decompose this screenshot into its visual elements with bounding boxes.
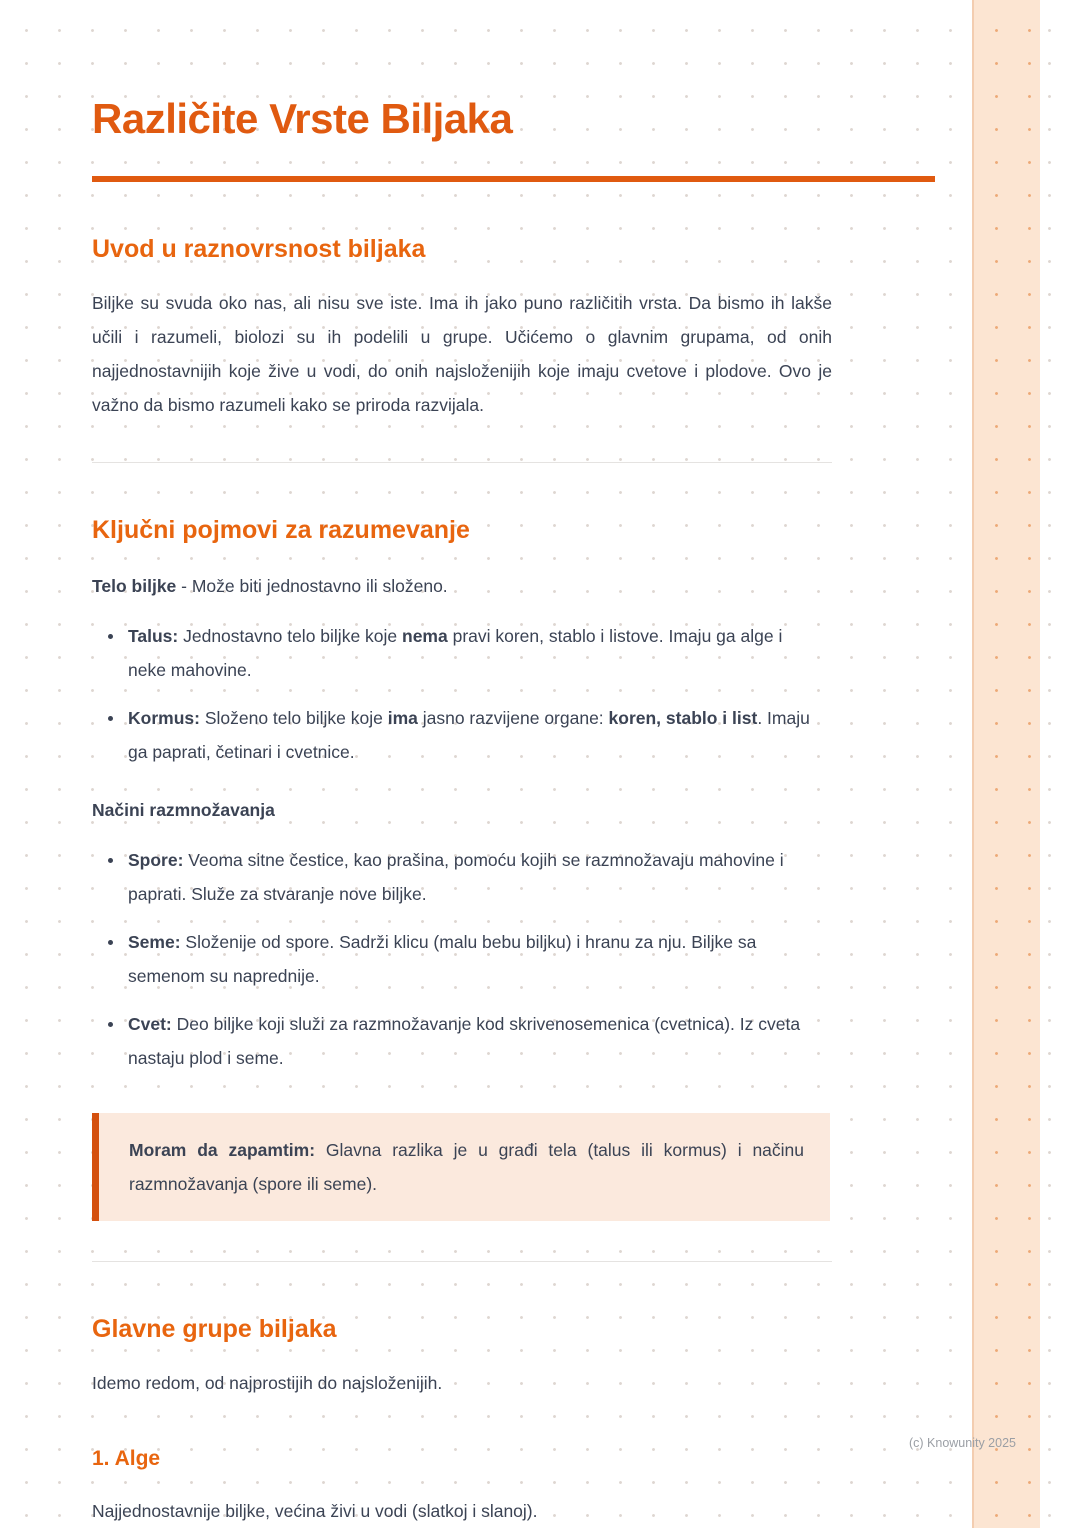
alge-text: Najjednostavnije biljke, većina živi u vodi (slatkoj i slanoj). <box>92 1501 538 1521</box>
list-item-kormus <box>108 701 935 769</box>
footer-credit: (c) Knowunity 2025 <box>908 1436 1016 1450</box>
section-heading-key-concepts: Ključni pojmovi za razumevanje <box>92 516 470 544</box>
reproduction-lead: Načini razmnožavanja <box>92 800 275 820</box>
bullet-dot-icon <box>108 940 113 945</box>
title-underline <box>92 176 935 182</box>
section-groups <box>92 1314 935 1528</box>
list-item-text: Talus: Jednostavno telo biljke koje nema pravi koren, stablo i listove. Imaju ga alge i neke mahovine. <box>128 626 783 680</box>
intro-paragraph: Biljke su svuda oko nas, ali nisu sve iste. Ima ih jako puno različitih vrsta. Da bismo ih lakše učili i razumeli, biolozi su ih podelili u grupe. Učićemo o glavnim grupama, od onih najjednostavnijih koje žive u vodi, do onih najsloženijih koje imaju cvetove i plodove. Ovo je važno da bismo razumeli kako se priroda razvijala. <box>92 293 832 415</box>
body-type-lead: Telo biljke - Može biti jednostavno ili složeno. <box>92 576 448 596</box>
list-item-seme <box>108 925 935 993</box>
body-type-list <box>92 619 935 769</box>
list-item-text: Spore: Veoma sitne čestice, kao prašina, pomoću kojih se razmnožavaju mahovine i paprati. Služe za stvaranje nove biljke. <box>128 850 784 904</box>
bullet-dot-icon <box>108 716 113 721</box>
document-content <box>92 0 935 1528</box>
bullet-dot-icon <box>108 1022 113 1027</box>
list-item-text: Cvet: Deo biljke koji služi za razmnožavanje kod skrivenosemenica (cvetnica). Iz cveta nastaju plod i seme. <box>128 1014 801 1068</box>
list-item-text: Kormus: Složeno telo biljke koje ima jasno razvijene organe: koren, stablo i list. Imaju ga paprati, četinari i cvetnice. <box>128 708 810 762</box>
section-heading-intro: Uvod u raznovrsnost biljaka <box>92 235 426 263</box>
section-intro <box>92 234 935 422</box>
section-divider <box>92 1261 832 1262</box>
reproduction-list <box>92 843 935 1075</box>
list-item-spore <box>108 843 935 911</box>
bullet-dot-icon <box>108 634 113 639</box>
list-item-talus <box>108 619 935 687</box>
list-item-cvet <box>108 1007 935 1075</box>
section-heading-groups: Glavne grupe biljaka <box>92 1315 337 1343</box>
bullet-dot-icon <box>108 858 113 863</box>
groups-lead: Idemo redom, od najprostijih do najsloženijih. <box>92 1373 443 1393</box>
list-item-text: Seme: Složenije od spore. Sadrži klicu (malu bebu biljku) i hranu za nju. Biljke sa semenom su naprednije. <box>128 932 757 986</box>
page-title: Različite Vrste Biljaka <box>92 95 513 142</box>
section-key-concepts <box>92 515 935 1221</box>
page-margin-stripe <box>972 0 1040 1528</box>
section-divider <box>92 462 832 463</box>
callout-remember <box>92 1113 830 1221</box>
subsection-heading-alge: 1. Alge <box>92 1447 161 1470</box>
callout-text: Moram da zapamtim: Glavna razlika je u građi tela (talus ili kormus) i načinu razmnožavanja (spore ili seme). <box>129 1140 805 1194</box>
